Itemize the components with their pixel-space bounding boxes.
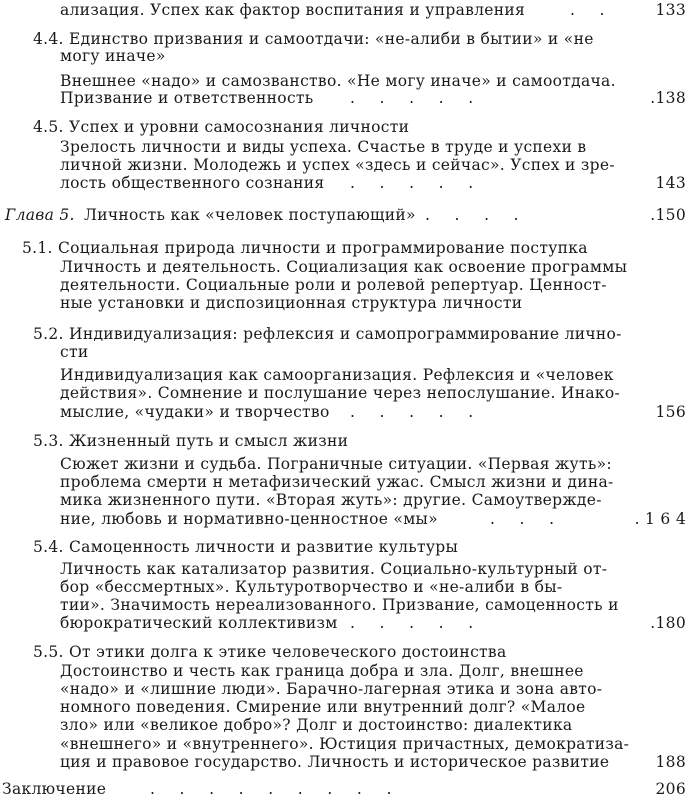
- section-body-line: ция и правовое государство. Личность и историческое развитие: [60, 753, 610, 771]
- toc-entry-text: ализация. Успех как фактор воспитания и управления: [60, 1, 526, 19]
- section-body-line: действия». Сомнение и послушание через непослушание. Инако-: [60, 384, 621, 402]
- section-body-line: тии». Значимость нереализованного. Призвание, самоценность и: [60, 596, 619, 614]
- section-title-5-2-cont: сти: [60, 343, 89, 361]
- toc-page-number: 188: [655, 753, 686, 771]
- section-body-line: Сюжет жизни и судьба. Пограничные ситуации. «Первая жуть»:: [60, 455, 612, 473]
- chapter-label: Глава 5.: [5, 206, 75, 224]
- section-body-line: ние, любовь и нормативно-ценностное «мы»: [60, 510, 438, 528]
- section-body-line: Личность как катализатор развития. Социально-культурный от-: [60, 560, 608, 578]
- section-body-line: «внешнего» и «внутреннего». Юстиция причастных, демократиза-: [60, 735, 630, 753]
- chapter-title: Личность как «человек поступающий»: [84, 206, 416, 224]
- section-title-5-2: 5.2. Индивидуализация: рефлексия и самопрограммирование лично-: [33, 325, 622, 343]
- toc-leader-dots: . . . . .: [350, 614, 474, 632]
- section-title-4-4: 4.4. Единство призвания и самоотдачи: «не-алиби в бытии» и «не: [33, 30, 594, 48]
- section-body-line: лость общественного сознания: [60, 174, 325, 192]
- section-body-line: «надо» и «лишние люди». Барачно-лагерная этика и зона авто-: [60, 680, 603, 698]
- section-title-5-1: 5.1. Социальная природа личности и программирование поступка: [22, 239, 588, 257]
- section-body-line: ные установки и диспозиционная структура личности: [60, 294, 523, 312]
- toc-page-number: 143: [655, 174, 686, 192]
- toc-page-number: .150: [650, 206, 686, 224]
- toc-leader-dots: . .: [570, 1, 605, 19]
- toc-leader-dots: . . . . .: [350, 89, 474, 107]
- toc-leader-dots: . . . . .: [350, 403, 474, 421]
- toc-page-number: .180: [650, 614, 686, 632]
- section-body-line: проблема смерти н метафизический ужас. Смысл жизни и дина-: [60, 473, 614, 491]
- section-body-line: Достоинство и честь как граница добра и зла. Долг, внешнее: [60, 662, 584, 680]
- section-body-line: Внешнее «надо» и самозванство. «Не могу иначе» и самоотдача.: [60, 72, 616, 90]
- section-body-line: Личность и деятельность. Социализация как освоение программы: [60, 258, 628, 276]
- section-body-line: личной жизни. Молодежь и успех «здесь и сейчас». Успех и зре-: [60, 156, 615, 174]
- toc-leader-dots: . . .: [490, 510, 555, 528]
- section-body-line: номного поведения. Смирение или внутренний долг? «Малое: [60, 698, 586, 716]
- section-title-4-5: 4.5. Успех и уровни самосознания личности: [33, 118, 410, 136]
- section-body-line: деятельности. Социальные роли и ролевой репертуар. Ценност-: [60, 276, 607, 294]
- section-body-line: Зрелость личности и виды успеха. Счастье в труде и успехи в: [60, 138, 587, 156]
- toc-leader-dots: . . . .: [425, 206, 519, 224]
- toc-leader-dots: . . . . .: [350, 174, 474, 192]
- section-body-line: Призвание и ответственность: [60, 89, 314, 107]
- section-body-line: зло» или «великое добро»? Долг и достоинство: диалектика: [60, 716, 573, 734]
- section-body-line: мика жизненного пути. «Вторая жуть»: другие. Самоутвержде-: [60, 491, 602, 509]
- toc-page-number: 133: [655, 1, 686, 19]
- section-body-line: бюрократический коллективизм: [60, 614, 338, 632]
- section-body-line: мыслие, «чудаки» и творчество: [60, 403, 330, 421]
- toc-page-number: 206: [655, 780, 686, 798]
- section-body-line: Индивидуализация как самоорганизация. Рефлексия и «человек: [60, 366, 614, 384]
- section-body-line: бор «бессмертных». Культуротворчество и «не-алиби в бы-: [60, 578, 563, 596]
- conclusion-label: Заключение: [2, 780, 107, 798]
- section-title-5-4: 5.4. Самоценность личности и развитие культуры: [33, 538, 459, 556]
- section-title-4-4-cont: могу иначе»: [60, 47, 166, 65]
- section-title-5-5: 5.5. От этики долга к этике человеческого достоинства: [33, 643, 507, 661]
- toc-page-number: .138: [650, 89, 686, 107]
- section-title-5-3: 5.3. Жизненный путь и смысл жизни: [33, 432, 349, 450]
- toc-page-number: . 1 6 4: [634, 510, 686, 528]
- toc-page-number: 156: [655, 403, 686, 421]
- toc-leader-dots: . . . . . . . . .: [150, 780, 392, 798]
